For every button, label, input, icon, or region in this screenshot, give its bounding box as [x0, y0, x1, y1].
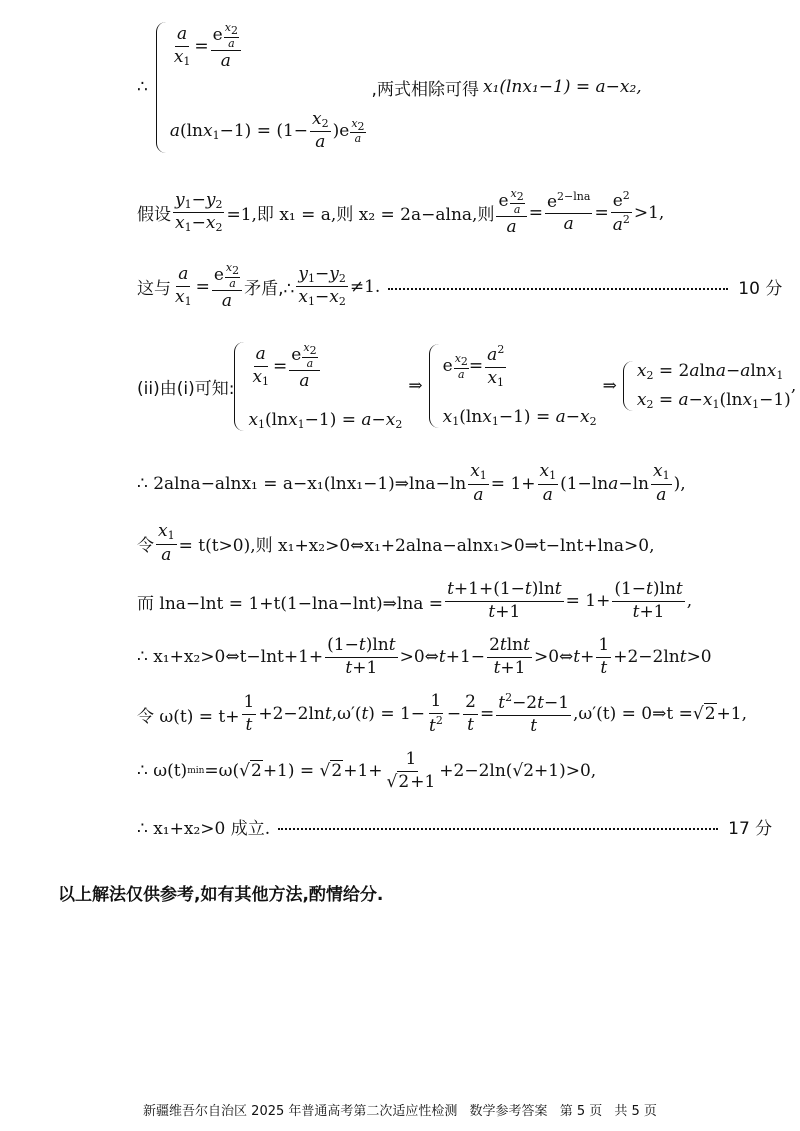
step2-prefix: 假设 — [137, 205, 171, 226]
footer-title: 新疆维吾尔自治区 2025 年普通高考第二次适应性检测 — [143, 1104, 458, 1119]
step1-line — [137, 22, 642, 153]
footer-subject: 数学参考答案 — [469, 1104, 548, 1119]
step4-line: (ii)由(i)可知: $\frac{a}{x_1}$ = e $\frac{x_2}{a}$ a $x_1(\ln x_1-1) = a-x_2$ ⇒ e $\frac{x_2}{a}$ = $\frac{a^2}{x_1}$ $x_1(\ln x_1-1) = a-x_2$ ⇒ $x_2 = 2alna-alnx_1$ $x_2 = a-x_1(\ln x_1-1)$ , — [137, 341, 797, 431]
step5-text: ∴ 2alna−alnx₁ = a−x₁(lnx₁−1)⇒lna−ln — [137, 473, 467, 494]
step2-end: >1, — [633, 202, 665, 223]
step10-prefix: ∴ ω(t) — [137, 761, 188, 782]
step5-line: ∴ 2alna−alnx₁ = a−x₁(lnx₁−1)⇒lna−ln $x_1$ a = 1+ $x_1$ a (1−ln a −ln $x_1$ a ), — [137, 461, 686, 505]
page-footer — [0, 1100, 800, 1119]
score-10: 10 分 — [738, 279, 783, 300]
step7-prefix: 而 lna−lnt = 1+t(1−lna−lnt)⇒lna = — [137, 593, 444, 614]
therefore-symbol: ∴ — [137, 77, 148, 98]
step11-text: ∴ x₁+x₂>0 成立. — [137, 819, 271, 839]
step2-mid: =1,即 x₁ = a,则 x₂ = 2a−alna,则 — [226, 205, 495, 226]
step9-prefix: 令 ω(t) = t+ — [137, 706, 240, 727]
step8-prefix: ∴ x₁+x₂>0⇔t−lnt+1+ — [137, 647, 324, 668]
step9-end: ,ω′(t) = 0⇒t = — [573, 704, 693, 725]
step3-end: ≠1. — [349, 276, 381, 297]
footer-page: 第 5 页 — [559, 1104, 603, 1119]
step3-prefix: 这与 — [137, 279, 171, 300]
min-subscript: min — [187, 766, 205, 777]
step9-line: 令 ω(t) = t+ $\frac{1}{t}$ +2−2ln t ,ω′( t ) = 1− 1 $t^2$ − 2 t = $t^2-2t-1$ t ,ω′(t) = 0⇒t = √2+1, — [137, 691, 747, 736]
step3-line: 这与 a $x_1$ = e $\frac{x_2}{a}$ a 矛盾,∴ $y_1-y_2$ $x_1-x_2$ ≠1. 10 分 — [137, 261, 783, 312]
step6-prefix: 令 — [137, 536, 154, 557]
step10-end: +2−2ln(√2+1)>0, — [439, 761, 597, 782]
equation-system-1: $\frac{a}{x_1}$ = e $\frac{x_2}{a}$ a a(lnx$_1$−1) = (1− $\frac{x_2}{a}$ )e $\frac{x_2}{a}$ — [156, 22, 366, 153]
step10-line: ∴ ω(t) min =ω(√2+1) = √2+1+ $\frac{1}{√2+1}$ +2−2ln(√2+1)>0, — [137, 749, 597, 792]
step1-result: x₁(lnx₁−1) = a−x₂, — [482, 77, 642, 98]
score-17: 17 分 — [728, 819, 773, 839]
step3-mid: 矛盾,∴ — [244, 279, 295, 300]
step2-line: 假设 $\frac{y_1-y_2}{x_1-x_2}$ =1,即 x₁ = a,则 x₂ = 2a−alna,则 e $\frac{x_2}{a}$ a = $e^{2-lna}$ a = $e^2$ $a^2$ >1, — [137, 187, 665, 238]
step6-line: 令 $\frac{x_1}{a}$ = t(t>0),则 x₁+x₂>0⇔x₁+2alna−alnx₁>0⇒t−lnt+lna>0, — [137, 521, 655, 565]
step8-line: ∴ x₁+x₂>0⇔t−lnt+1+ $\frac{(1-t)\ln t}{t+1}$ >0⇔ t +1− 2tlnt t+1 >0⇔ t + 1 t +2−2ln t >0 — [137, 635, 712, 678]
step11-line — [137, 814, 772, 839]
step7-line: 而 lna−lnt = 1+t(1−lna−lnt)⇒lna = $\frac{t+1+(1-t)\ln t}{t+1}$ = 1+ (1−t)lnt t+1 , — [137, 579, 693, 622]
grading-note: 以上解法仅供参考,如有其他方法,酌情给分. — [58, 885, 384, 905]
step1-text: ,两式相除可得 — [371, 79, 479, 100]
step4-prefix: (ii)由(i)可知: — [137, 378, 235, 399]
step6-text: = t(t>0),则 x₁+x₂>0⇔x₁+2alna−alnx₁>0⇒t−lnt+lna>0, — [178, 536, 655, 557]
footer-total: 共 5 页 — [614, 1104, 657, 1119]
